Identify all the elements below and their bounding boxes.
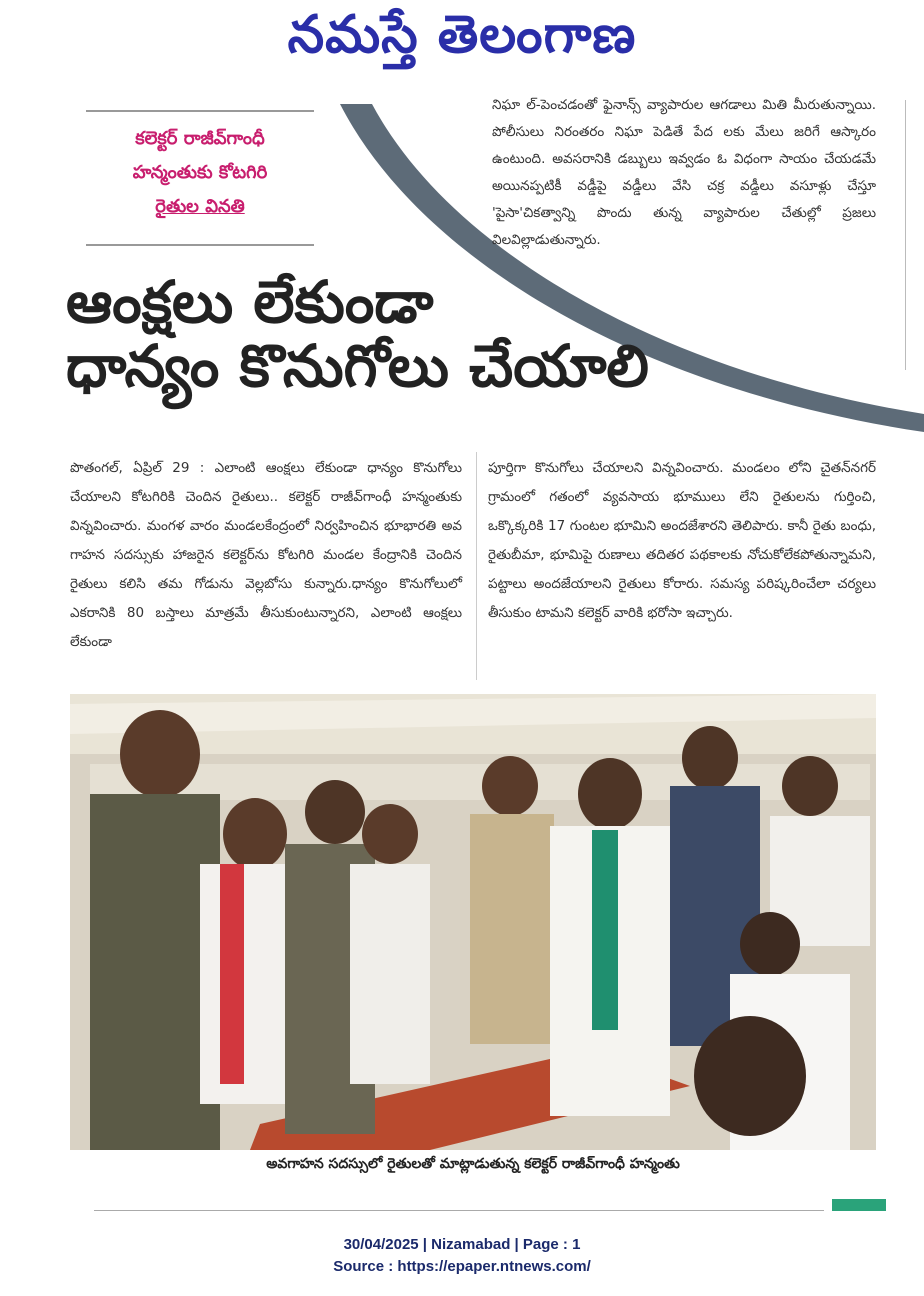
footer-source-link[interactable]: Source : https://epaper.ntnews.com/ (333, 1258, 591, 1275)
footer-date-edition: 30/04/2025 | Nizamabad | Page : 1 (343, 1236, 581, 1253)
column-divider (905, 100, 906, 370)
kicker-line-2: హన్మంతుకు కోటగిరి (132, 162, 268, 183)
article-headline (66, 270, 786, 398)
news-photo (70, 694, 876, 1150)
kicker-line-1: కలెక్టర్ రాజీవ్‌గాంధీ (135, 128, 265, 149)
photo-caption: అవగాహన సదస్సులో రైతులతో మాట్లాడుతున్న కలెక్టర్ రాజీవ్‌గాంధీ హన్మంతు (266, 1156, 680, 1172)
bottom-rule (94, 1210, 824, 1211)
kicker (90, 122, 310, 224)
article-body-column-2: పూర్తిగా కొనుగోలు చేయాలని విన్నవించారు. మండలం లోని చైతన్‌నగర్ గ్రామంలో గతంలో వ్యవసాయ భూములు లేని రైతులను గుర్తించి, ఒక్కొక్కరికి 17 గుంటల భూమిని అందజేశారని తెలిపారు. కానీ రైతు బంధు, రైతుబీమా, భూమిపై రుణాలు తదితర పథకాలకు నోచుకోలేకపోతున్నామని, పట్టాలు అందజేయాలని రైతులు కోరారు. సమస్య పరిష్కరించేలా చర్యలు తీసుకుం టామని కలెక్టర్ వారికి భరోసా ఇచ్చారు. (488, 460, 876, 621)
kicker-line-3: రైతుల వినతి (155, 196, 245, 217)
headline-line-2: ధాన్యం కొనుగోలు చేయాలి (66, 332, 649, 400)
column-divider (476, 452, 477, 680)
headline-line-1: ఆంక్షలు లేకుండా (66, 268, 434, 336)
accent-bar (832, 1199, 886, 1211)
newspaper-masthead: నమస్తే తెలంగాణ (287, 4, 637, 65)
previous-article-column: నిఘా ల్‌-పెంచడంతో ఫైనాన్స్ వ్యాపారుల ఆగడాలు మితి మీరుతున్నాయి. పోలీసులు నిరంతరం నిఘా పెడితే పేద లకు మేలు జరిగే ఆస్కారం ఉంటుంది. అవసరానికి డబ్బులు ఇవ్వడం ఓ విధంగా సాయం చేయడమే అయినప్పటికీ వడ్డీపై వడ్డీలు వేసి చక్ర వడ్డీలు వసూళ్లు చేస్తూ 'పైసా'చికత్వాన్ని పొందు తున్న వ్యాపారుల చేతుల్లో ప్రజలు విలవిల్లాడుతున్నారు. (492, 97, 876, 248)
article-body-column-1: పొతంగల్, ఏప్రిల్ 29 : ఎలాంటి ఆంక్షలు లేకుండా ధాన్యం కొనుగోలు చేయాలని కోటగిరికి చెందిన రైతులు.. కలెక్టర్ రాజీవ్‌గాంధీ హన్మంతుకు విన్నవించారు. మంగళ వారం మండలకేంద్రంలో నిర్వహించిన భూభారతి అవ గాహన సదస్సుకు హాజరైన కలెక్టర్‌ను కోటగిరి మండల కేంద్రానికి చెందిన రైతులు కలిసి తమ గోడును వెల్లబోసు కున్నారు.ధాన్యం కొనుగోలులో ఎకరానికి 80 బస్తాలు మాత్రమే తీసుకుంటున్నారని, ఎలాంటి ఆంక్షలు లేకుండా (70, 460, 462, 650)
